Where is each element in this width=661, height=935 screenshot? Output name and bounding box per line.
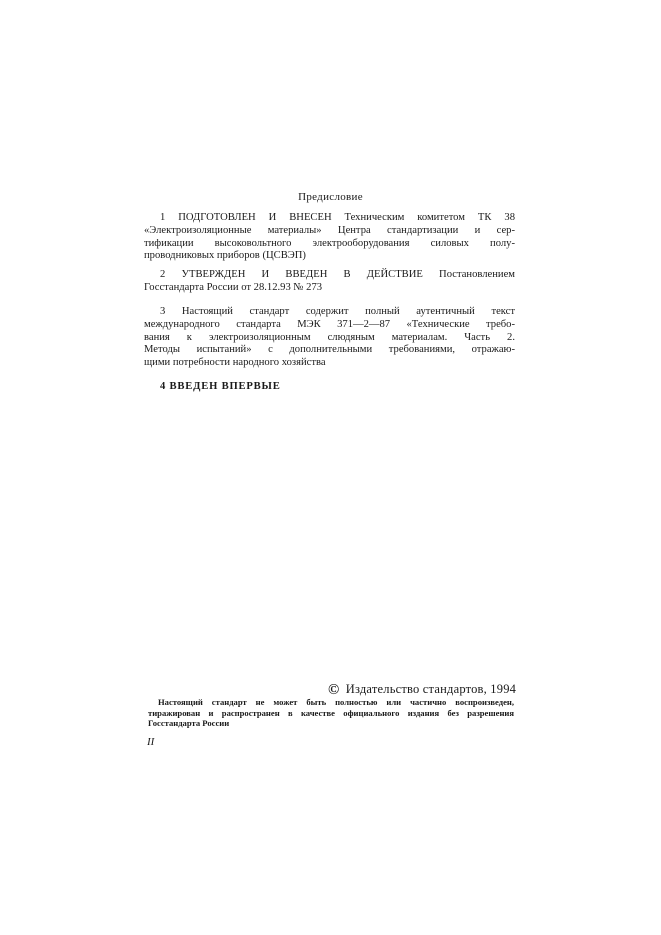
item-4-line-1: 4 ВВЕДЕН ВПЕРВЫЕ (160, 381, 281, 392)
item-3-line-3: вания к электроизоляционным слюдяным материалам. Часть 2. (144, 331, 515, 343)
item-3-line-4: Методы испытаний» с дополнительными требованиями, отражаю- (144, 344, 515, 356)
item-1-line-2: «Электроизоляционные материалы» Центра стандартизации и сер- (144, 224, 515, 236)
foreword-heading: Предисловие (298, 191, 363, 203)
notice-line-1: Настоящий стандарт не может быть полностью или частично воспроизведен, (158, 697, 514, 707)
item-3-line-5: щими потребности народного хозяйства (144, 357, 326, 369)
item-3-line-2: международного стандарта МЭК 371—2—87 «Технические требо- (144, 318, 515, 330)
copyright-icon: © (328, 682, 340, 698)
foreword-item-4 (144, 381, 515, 394)
foreword-item-2 (144, 269, 515, 295)
item-2-line-1: 2 УТВЕРЖДЕН И ВВЕДЕН В ДЕЙСТВИЕ Постановлением (160, 269, 515, 280)
item-1-line-3: тификации высоковольтного электрооборудования силовых полу- (144, 237, 515, 249)
item-1-line-4: проводниковых приборов (ЦСВЭП) (144, 250, 306, 262)
item-3-line-1: 3 Настоящий стандарт содержит полный аутентичный текст (160, 306, 515, 317)
notice-line-3: Госстандарта России (148, 718, 230, 728)
foreword-item-3 (144, 306, 515, 370)
item-1-line-1: 1 ПОДГОТОВЛЕН И ВНЕСЕН Техническим комитетом ТК 38 (160, 212, 515, 223)
page-number: II (147, 736, 155, 748)
notice-line-2: тиражирован и распространен в качестве официального издания без разрешения (148, 707, 514, 718)
item-2-line-2: Госстандарта России от 28.12.93 № 273 (144, 281, 323, 293)
foreword-item-1 (144, 212, 515, 263)
reproduction-notice (148, 697, 514, 729)
copyright-text: Издательство стандартов, 1994 (345, 682, 517, 696)
